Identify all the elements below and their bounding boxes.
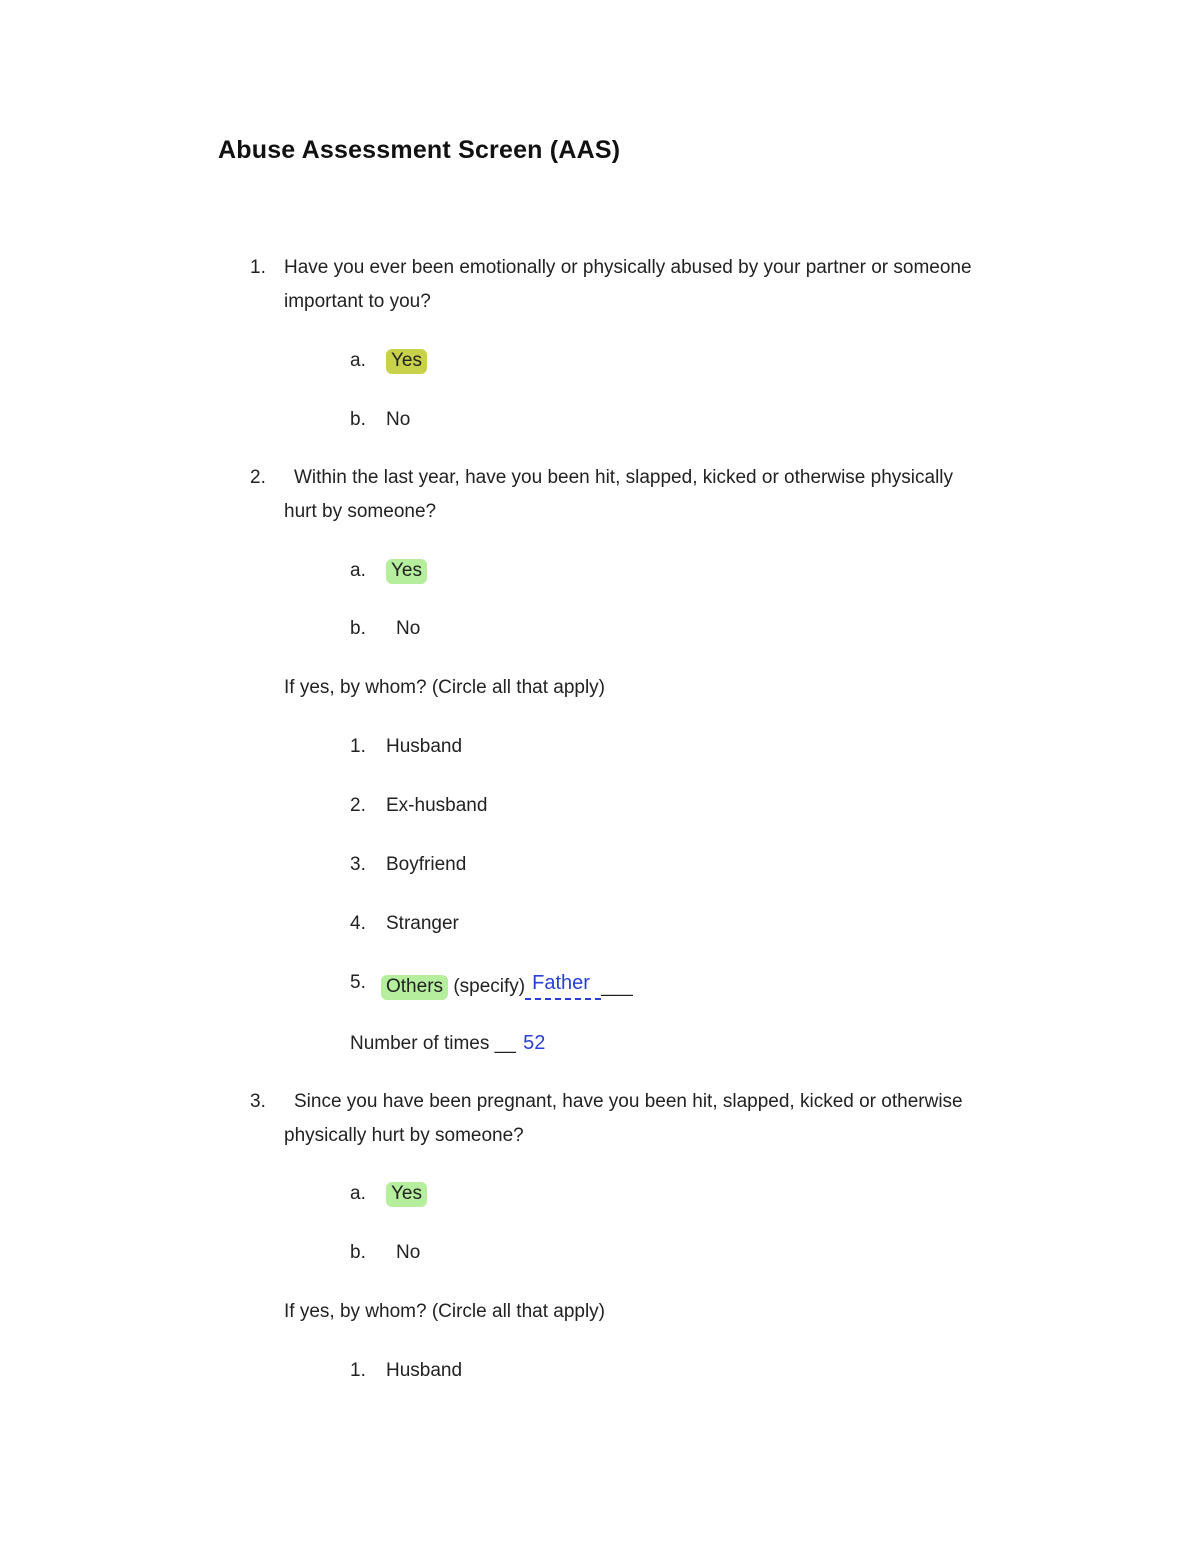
q2-whom-2[interactable]: Ex-husband: [386, 795, 488, 816]
q2-opt-b[interactable]: No: [396, 618, 421, 639]
q2-text-line1: Within the last year, have you been hit, slapped, kicked or otherwise physically: [294, 467, 954, 488]
q2-whom-5-num: 5.: [350, 972, 366, 993]
q2-whom-2-num: 2.: [350, 795, 366, 816]
q3-number: 3.: [250, 1091, 266, 1112]
q3-opt-b-letter: b.: [350, 1242, 366, 1263]
q2-specify-value: Father: [532, 972, 590, 994]
q3-text-line2: physically hurt by someone?: [284, 1125, 524, 1146]
q2-specify-field[interactable]: [525, 972, 601, 1000]
q2-times[interactable]: [350, 1032, 545, 1055]
q2-whom-1-num: 1.: [350, 736, 366, 757]
q1-opt-b[interactable]: No: [386, 409, 411, 430]
q1-opt-a-highlight: Yes: [386, 349, 427, 374]
q2-times-value: 52: [523, 1032, 546, 1054]
q1-opt-b-letter: b.: [350, 409, 366, 430]
q2-opt-a-letter: a.: [350, 560, 366, 581]
q1-opt-a-letter: a.: [350, 350, 366, 371]
q2-whom-4[interactable]: Stranger: [386, 913, 459, 934]
q3-opt-b[interactable]: No: [396, 1242, 421, 1263]
q2-whom-5-highlight: Others: [381, 975, 448, 1000]
q2-whom-3[interactable]: Boyfriend: [386, 854, 467, 875]
q2-whom-3-num: 3.: [350, 854, 366, 875]
q2-specify-label: (specify): [453, 976, 526, 997]
q1-text-line1: Have you ever been emotionally or physically abused by your partner or someone: [284, 257, 972, 278]
q2-opt-a-highlight: Yes: [386, 559, 427, 584]
q1-opt-a[interactable]: [391, 349, 427, 374]
q2-text-line2: hurt by someone?: [284, 501, 437, 522]
q2-whom-5[interactable]: [386, 972, 633, 1000]
q3-whom-1[interactable]: Husband: [386, 1360, 463, 1381]
q2-whom-1[interactable]: Husband: [386, 736, 463, 757]
q2-number: 2.: [250, 467, 266, 488]
q2-opt-a[interactable]: [391, 559, 427, 584]
q2-times-label: Number of times __: [350, 1033, 516, 1054]
q2-opt-b-letter: b.: [350, 618, 366, 639]
q3-whom-1-num: 1.: [350, 1360, 366, 1381]
q3-text-line1: Since you have been pregnant, have you been hit, slapped, kicked or otherwise: [294, 1091, 963, 1112]
q2-by-whom: If yes, by whom? (Circle all that apply): [284, 677, 606, 698]
q2-specify-trailing: ___: [601, 976, 633, 997]
q1-text-line2: important to you?: [284, 291, 431, 312]
document-title: Abuse Assessment Screen (AAS): [218, 136, 621, 164]
q2-whom-4-num: 4.: [350, 913, 366, 934]
q1-number: 1.: [250, 257, 266, 278]
q3-opt-a[interactable]: [391, 1182, 427, 1207]
q3-by-whom: If yes, by whom? (Circle all that apply): [284, 1301, 606, 1322]
q3-opt-a-letter: a.: [350, 1183, 366, 1204]
q3-opt-a-highlight: Yes: [386, 1182, 427, 1207]
